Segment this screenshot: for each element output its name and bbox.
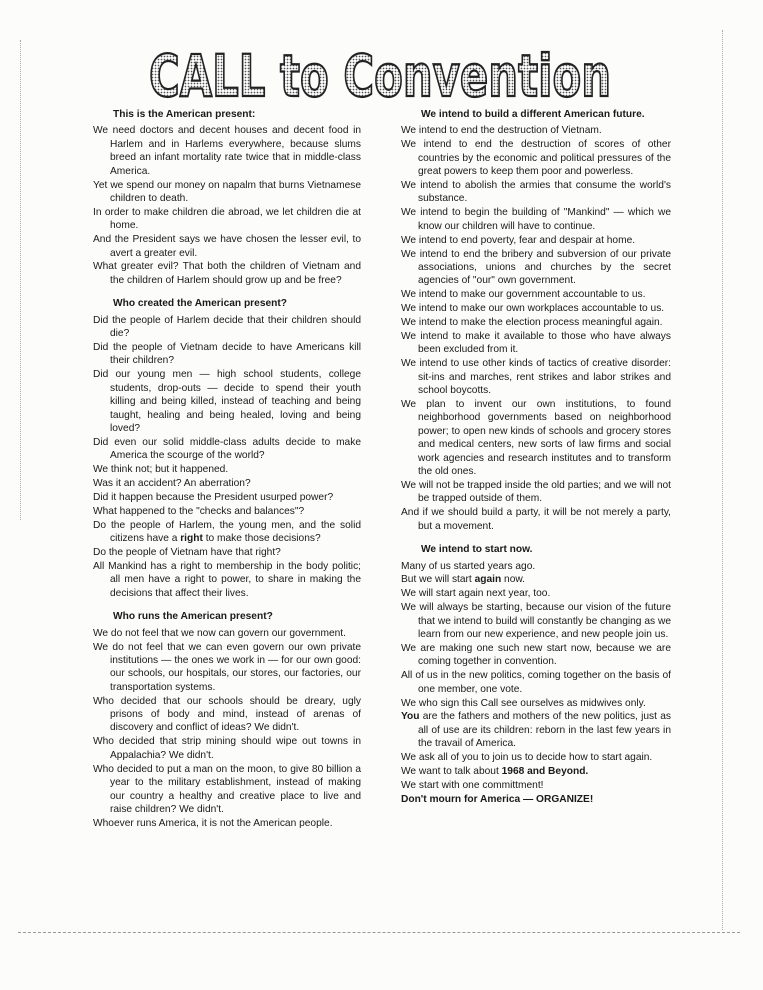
statement: All of us in the new politics, coming together on the basis of one member, one vote. [401, 670, 671, 695]
section [401, 108, 671, 533]
statement: We ask all of you to join us to decide how to start again. [401, 752, 653, 764]
statement: All Mankind has a right to membership in the body politic; all men have a right to power, to share in making the decisions that affect their lives. [93, 561, 361, 599]
statement: We plan to invent our own institutions, to found neighborhood governments based on neighborhood power; to open new kinds of schools and grocery stores and medical centers, new sorts of law firms and social work agencies and research institutes and to transform the old ones. [401, 399, 671, 478]
section [93, 108, 361, 287]
statement: We do not feel that we can even govern our own private institutions — the ones we work in — for our own good: our schools, our hospitals, our stores, our factories, our transportation systems. [93, 641, 361, 693]
statement: Did our young men — high school students, college students, drop-outs — decide to spend their youth killing and being killed, instead of teaching and being taught, healing and being healed, loving and being loved? [93, 369, 361, 434]
statement: We intend to end the destruction of Vietnam. [401, 125, 602, 137]
statement: Did the people of Vietnam decide to have Americans kill their children? [93, 342, 361, 367]
statement: We intend to end poverty, fear and despair at home. [401, 234, 636, 246]
statement: We who sign this Call see ourselves as midwives only. [401, 697, 646, 709]
statement: We intend to make it available to those who have always been excluded from it. [401, 331, 671, 356]
statement: We intend to end the destruction of scores of other countries by the economic and political pressures of the great powers to keep them poor and powerless. [401, 139, 671, 178]
statement: What happened to the "checks and balances"? [93, 505, 305, 517]
statement: Whoever runs America, it is not the American people. [93, 817, 333, 829]
statement: And the President says we have chosen the lesser evil, to avert a greater evil. [93, 234, 361, 259]
statement: We will not be trapped inside the old parties; and we will not be trapped outside of them. [401, 479, 671, 505]
statement: We do not feel that we now can govern our government. [93, 627, 346, 639]
statement: Do the people of Harlem, the young men, and the solid citizens have a right to make those decisions? [93, 519, 361, 545]
statement: Did it happen because the President usurped power? [93, 491, 334, 503]
section-heading: We intend to build a different American future. [421, 109, 645, 120]
page-title [145, 40, 615, 110]
statement: We need doctors and decent houses and decent food in Harlem and in Harlems everywhere, because slums breed an infant mortality rate twice that in middle-class America. [93, 125, 361, 177]
left-edge-mark [20, 40, 21, 520]
section-heading: We intend to start now. [421, 544, 533, 556]
statement: We will always be starting, because our vision of the future that we intend to build will constantly be changing as we learn from our new experience, and new people join us. [401, 602, 671, 641]
section-heading: This is the American present: [113, 109, 256, 120]
statement: Who decided that our schools should be dreary, ugly prisons of body and mind, instead of arenas of discovery and conflict of ideas? We didn't. [93, 695, 361, 734]
statement: What greater evil? That both the children of Vietnam and the children of Harlem should grow up and be free? [93, 261, 361, 286]
title-graphic [145, 40, 615, 110]
statement: Who decided to put a man on the moon, to give 80 billion a year to the military establishment, instead of making our country a healthy and creative place to live and raise children? We didn't. [93, 763, 361, 815]
statement: Don't mourn for America — ORGANIZE! [401, 793, 594, 805]
statement: We intend to make the election process meaningful again. [401, 317, 663, 329]
left-column [93, 108, 361, 840]
statement: We want to talk about 1968 and Beyond. [401, 766, 589, 778]
section-heading: Who created the American present? [113, 298, 287, 310]
statement: Was it an accident? An aberration? [93, 478, 251, 490]
section-heading: Who runs the American present? [113, 611, 273, 623]
right-edge-mark [722, 30, 723, 930]
statement: We intend to make our government accountable to us. [401, 289, 646, 301]
right-column [401, 108, 671, 816]
statement: Many of us started years ago. [401, 560, 536, 572]
statement: We start with one committment! [401, 780, 544, 791]
statement: We intend to make our own workplaces accountable to us. [401, 303, 665, 315]
statement: In order to make children die abroad, we let children die at home. [93, 206, 361, 232]
statement: We will start again next year, too. [401, 588, 551, 600]
statement: We think not; but it happened. [93, 464, 229, 476]
statement: Did the people of Harlem decide that their children should die? [93, 314, 361, 340]
statement: And if we should build a party, it will be not merely a party, but a movement. [401, 507, 671, 532]
bottom-divider [18, 932, 740, 933]
statement: We are making one such new start now, because we are coming together in convention. [401, 642, 671, 668]
statement: We intend to use other kinds of tactics of creative disorder: sit-ins and marches, rent strikes and labor strikes and school boycotts. [401, 358, 671, 397]
title-text: CALL to Convention [149, 42, 611, 110]
statement: But we will start again now. [401, 574, 526, 586]
section [93, 297, 361, 600]
statement: Did even our solid middle-class adults decide to make America the scourge of the world? [93, 436, 361, 462]
statement: We intend to end the bribery and subversion of our private associations, unions and churches by the secret agencies of "our" own government. [401, 248, 671, 287]
statement: Do the people of Vietnam have that right? [93, 547, 281, 559]
statement: Yet we spend our money on napalm that burns Vietnamese children to death. [93, 179, 361, 204]
statement: You are the fathers and mothers of the new politics, just as all of use are its children: reborn in the last few years in the travail of America. [401, 711, 671, 750]
statement: We intend to begin the building of "Mankind" — which we know our children will have to continue. [401, 207, 671, 232]
section [93, 610, 361, 830]
section [401, 543, 671, 806]
statement: We intend to abolish the armies that consume the world's substance. [401, 180, 671, 205]
statement: Who decided that strip mining should wipe out towns in Appalachia? We didn't. [93, 736, 361, 761]
